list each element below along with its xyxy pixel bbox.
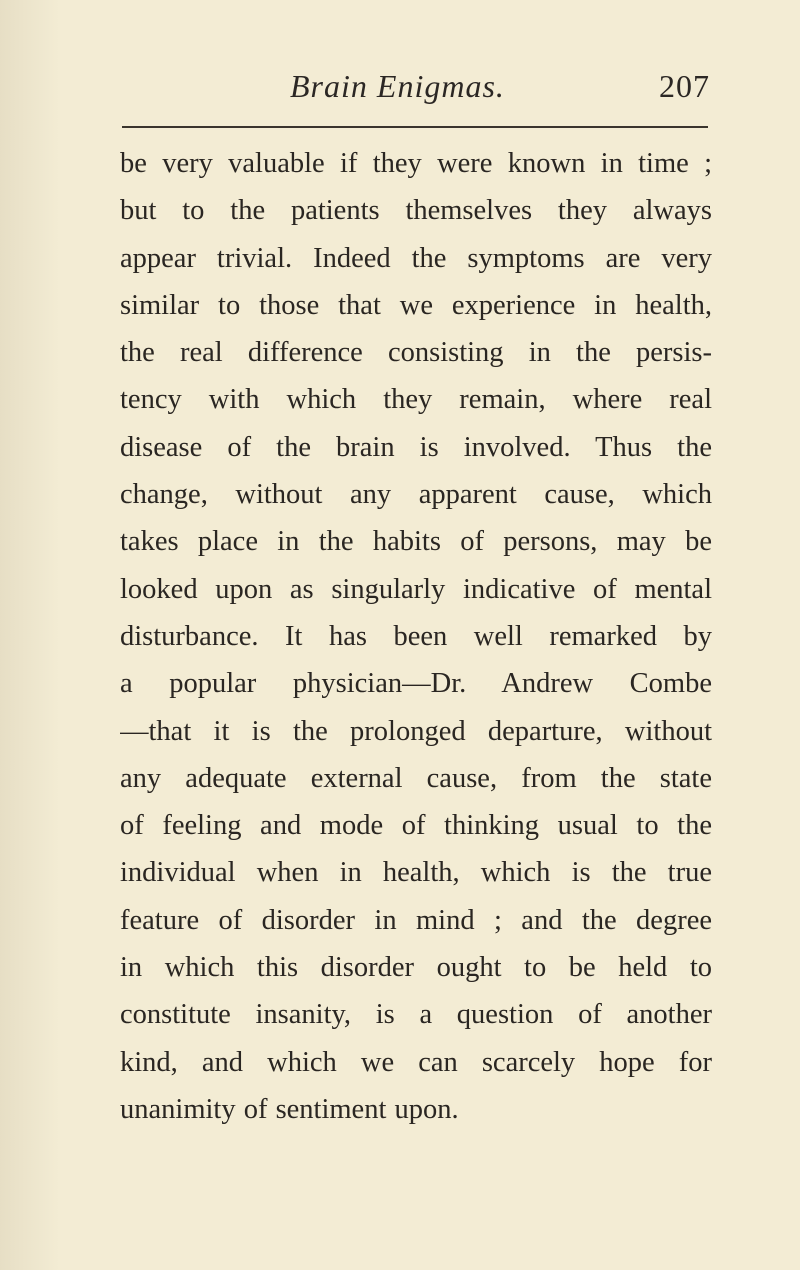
text-line: feature of disorder in mind ; and the degree xyxy=(120,904,712,936)
running-title: Brain Enigmas. xyxy=(290,68,505,104)
text-line: change, without any apparent cause, which xyxy=(120,479,712,511)
text-line: a popular physician—Dr. Andrew Combe xyxy=(120,668,712,700)
body-text xyxy=(120,140,712,1133)
text-line: takes place in the habits of persons, may be xyxy=(120,526,712,558)
text-line: but to the patients themselves they always xyxy=(120,195,712,227)
text-line: kind, and which we can scarcely hope for xyxy=(120,1046,712,1078)
text-line: of feeling and mode of thinking usual to the xyxy=(120,810,712,842)
text-line: disease of the brain is involved. Thus the xyxy=(120,431,712,463)
text-line: in which this disorder ought to be held to xyxy=(120,952,712,984)
text-line-last: unanimity of sentiment upon. xyxy=(120,1093,459,1125)
text-line: similar to those that we experience in health, xyxy=(120,289,712,321)
header-rule xyxy=(122,126,708,128)
text-line: tency with which they remain, where real xyxy=(120,384,712,416)
text-line: any adequate external cause, from the state xyxy=(120,762,712,794)
text-line: —that it is the prolonged departure, without xyxy=(120,715,712,747)
text-line: looked upon as singularly indicative of mental xyxy=(120,573,712,605)
text-line: appear trivial. Indeed the symptoms are very xyxy=(120,242,712,274)
text-line: constitute insanity, is a question of another xyxy=(120,999,712,1031)
text-line: disturbance. It has been well remarked by xyxy=(120,620,712,652)
text-line: individual when in health, which is the true xyxy=(120,857,712,889)
text-line: the real difference consisting in the persis- xyxy=(120,337,712,369)
page-header xyxy=(120,62,710,112)
text-line: be very valuable if they were known in time ; xyxy=(120,148,712,179)
page-number: 207 xyxy=(659,68,710,104)
